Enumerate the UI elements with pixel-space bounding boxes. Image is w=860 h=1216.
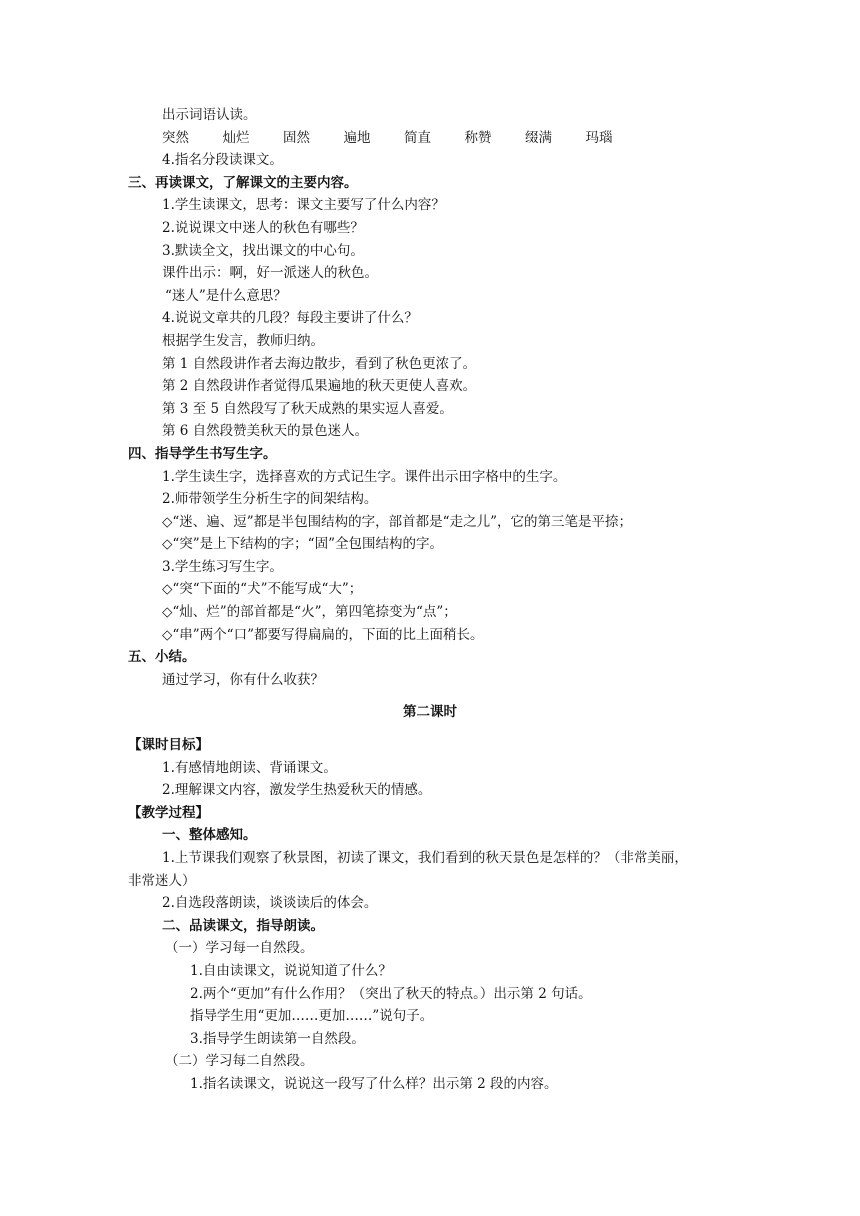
- lesson-title: 第二课时: [403, 704, 457, 721]
- section-heading: 三、再读课文，了解课文的主要内容。: [128, 174, 358, 191]
- text-line: 2.说说课文中迷人的秋色有哪些？: [162, 219, 364, 236]
- word-item: 称赞: [464, 129, 492, 146]
- word-item: 缀满: [525, 129, 552, 146]
- text-line: ◇“串”两个“口”都要写得扁扁的，下面的比上面稍长。: [162, 626, 484, 643]
- text-line: 第 6 自然段赞美秋天的景色迷人。: [162, 423, 369, 440]
- text-line: 3.指导学生朗读第一自然段。: [190, 1030, 365, 1047]
- text-line: 第 1 自然段讲作者去海边散步，看到了秋色更浓了。: [162, 355, 477, 372]
- text-line: 1.指名读课文，说说这一段写了什么样？出示第 2 段的内容。: [190, 1075, 558, 1092]
- text-line: （二）学习每二自然段。: [165, 1053, 314, 1070]
- word-item: 简直: [404, 129, 431, 146]
- word-list: [0, 127, 860, 150]
- text-line: 2.理解课文内容，激发学生热爱秋天的情感。: [162, 782, 432, 799]
- section-heading: 二、品读课文，指导朗读。: [162, 917, 324, 934]
- text-line: （一）学习每一自然段。: [165, 940, 314, 957]
- text-line: 第 2 自然段讲作者觉得瓜果遍地的秋天更使人喜欢。: [162, 378, 477, 395]
- text-line: 1.上节课我们观察了秋景图，初读了课文，我们看到的秋天景色是怎样的？（非常美丽，: [162, 850, 688, 866]
- text-line: 2.两个“更加”有什么作用？（突出了秋天的特点。）出示第 2 句话。: [190, 985, 592, 1002]
- text-line: 2.自选段落朗读，谈谈读后的体会。: [162, 895, 378, 912]
- document-body: [0, 104, 860, 1096]
- word-item: 突然: [162, 129, 189, 146]
- text-line: 非常迷人）: [128, 872, 196, 889]
- word-item: 灿烂: [222, 129, 250, 146]
- word-item: 玛瑙: [585, 129, 613, 146]
- text-line: 课件出示：啊，好一派迷人的秋色。: [162, 265, 378, 282]
- text-line: 3.默读全文，找出课文的中心句。: [162, 242, 364, 259]
- section-heading: 四、指导学生书写生字。: [128, 445, 277, 462]
- text-line: 2.师带领学生分析生字的间架结构。: [162, 491, 378, 508]
- text-line: ◇“突”是上下结构的字；“固”全包围结构的字。: [162, 536, 443, 553]
- text-line: 1.有感情地朗读、背诵课文。: [162, 759, 337, 776]
- text-line: 1.学生读课文，思考：课文主要写了什么内容？: [162, 197, 445, 214]
- text-line: “迷人”是什么意思？: [165, 287, 287, 304]
- text-line: 1.自由读课文，说说知道了什么？: [190, 962, 392, 979]
- text-line: 出示词语认读。: [162, 107, 257, 123]
- text-line: 第 3 至 5 自然段写了秋天成熟的果实逗人喜爱。: [162, 400, 453, 417]
- section-heading: 【课时目标】: [128, 737, 209, 754]
- word-item: 遍地: [343, 129, 371, 146]
- text-line: ◇“迷、遍、逗”都是半包围结构的字，部首都是“走之儿”，它的第三笔是平捺；: [162, 513, 632, 530]
- text-line: 1.学生读生字，选择喜欢的方式记生字。课件出示田字格中的生字。: [162, 468, 567, 485]
- text-line: ◇“突“下面的“犬”不能写成“大”；: [162, 581, 363, 598]
- text-line: 4.指名分段读课文。: [162, 152, 283, 169]
- text-line: 根据学生发言，教师归纳。: [162, 332, 324, 349]
- section-heading: 一、整体感知。: [162, 827, 257, 844]
- text-line: 4.说说文章共的几段？每段主要讲了什么？: [162, 310, 418, 327]
- section-heading: 五、小结。: [128, 649, 196, 666]
- word-item: 固然: [283, 129, 310, 146]
- text-line: 指导学生用“更加……更加……”说句子。: [190, 1008, 434, 1025]
- section-heading: 【教学过程】: [128, 804, 209, 821]
- text-line: ◇“灿、烂”的部首都是“火”，第四笔捺变为“点”；: [162, 604, 457, 621]
- text-line: 3.学生练习写生字。: [162, 558, 283, 575]
- text-line: 通过学习，你有什么收获？: [162, 671, 324, 688]
